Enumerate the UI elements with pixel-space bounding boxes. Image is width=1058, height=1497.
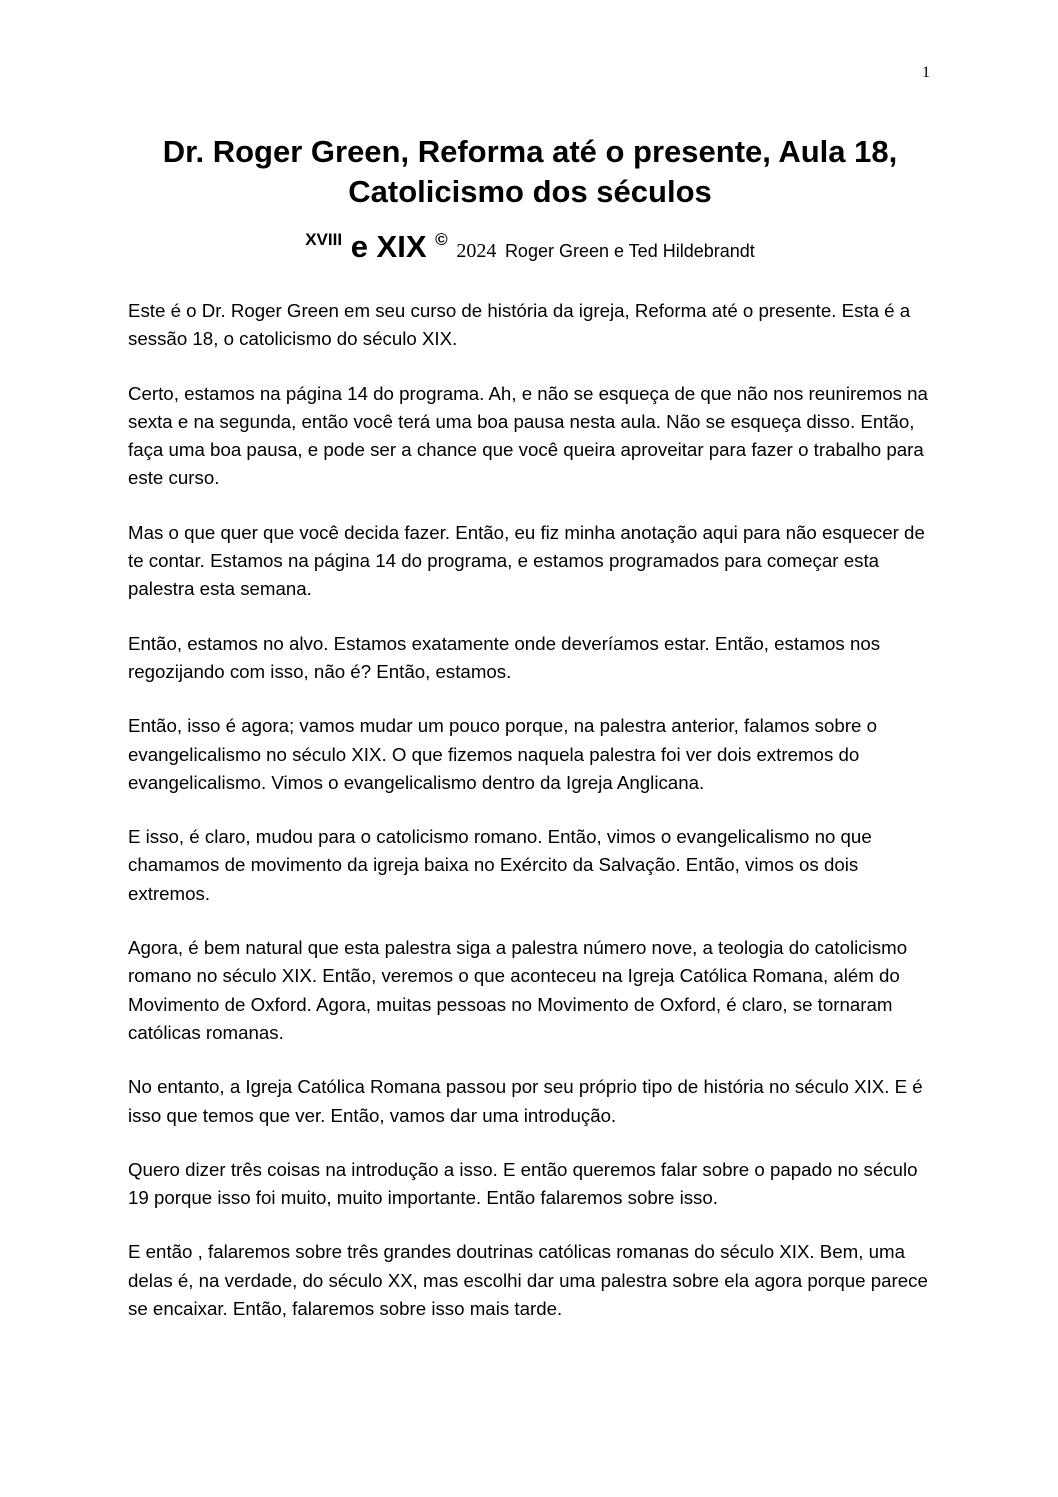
copyright-symbol: ©	[435, 230, 448, 249]
paragraph: Agora, é bem natural que esta palestra siga a palestra número nove, a teologia do catolicismo romano no século XIX. Então, veremos o que aconteceu na Igreja Católica Romana, além do Movimento de Oxford. Agora, muitas pessoas no Movimento de Oxford, é claro, se tornaram católicas romanas.	[128, 937, 908, 1043]
paragraph: E isso, é claro, mudou para o catolicismo romano. Então, vimos o evangelicalismo no que chamamos de movimento da igreja baixa no Exército da Salvação. Então, vimos os dois extremos.	[128, 826, 872, 904]
title-line-2: Catolicismo dos séculos	[348, 174, 712, 209]
title-line-3	[100, 220, 960, 271]
paragraph: Mas o que quer que você decida fazer. Então, eu fiz minha anotação aqui para não esquecer de te contar. Estamos na página 14 do programa, e estamos programados para começar esta palestra esta semana.	[128, 521, 925, 600]
copyright-year: 2024	[456, 240, 497, 262]
century-label: e XIX	[350, 229, 427, 264]
document-title	[100, 132, 960, 271]
paragraph: No entanto, a Igreja Católica Romana passou por seu próprio tipo de história no século XIX. E é isso que temos que ver. Então, vamos dar uma introdução.	[128, 1076, 923, 1126]
century-superscript: XVIII	[305, 230, 343, 249]
paragraph: E então , falaremos sobre três grandes doutrinas católicas romanas do século XIX. Bem, uma delas é, na verdade, do século XX, mas escolhi dar uma palestra sobre ela agora porque parece se encaixar. Então, falaremos sobre isso mais tarde.	[128, 1241, 928, 1320]
document-body	[128, 297, 928, 1349]
title-line-1: Dr. Roger Green, Reforma até o presente, Aula 18,	[162, 134, 898, 169]
copyright-authors: Roger Green e Ted Hildebrandt	[504, 241, 755, 261]
paragraph: Este é o Dr. Roger Green em seu curso de história da igreja, Reforma até o presente. Esta é a sessão 18, o catolicismo do século XIX.	[128, 300, 911, 350]
paragraph: Certo, estamos na página 14 do programa. Ah, e não se esqueça de que não nos reuniremos na sexta e na segunda, então você terá uma boa pausa nesta aula. Não se esqueça disso. Então, faça uma boa pausa, e pode ser a chance que você queira aproveitar para fazer o trabalho para este curso.	[128, 382, 928, 489]
page-number: 1	[922, 64, 930, 81]
paragraph: Quero dizer três coisas na introdução a isso. E então queremos falar sobre o papado no século 19 porque isso foi muito, muito importante. Então falaremos sobre isso.	[128, 1158, 918, 1209]
paragraph: Então, isso é agora; vamos mudar um pouco porque, na palestra anterior, falamos sobre o evangelicalismo no século XIX. O que fizemos naquela palestra foi ver dois extremos do evangelicalismo. Vimos o evangelicalismo dentro da Igreja Anglicana.	[128, 715, 877, 793]
paragraph: Então, estamos no alvo. Estamos exatamente onde deveríamos estar. Então, estamos nos regozijando com isso, não é? Então, estamos.	[128, 632, 881, 682]
